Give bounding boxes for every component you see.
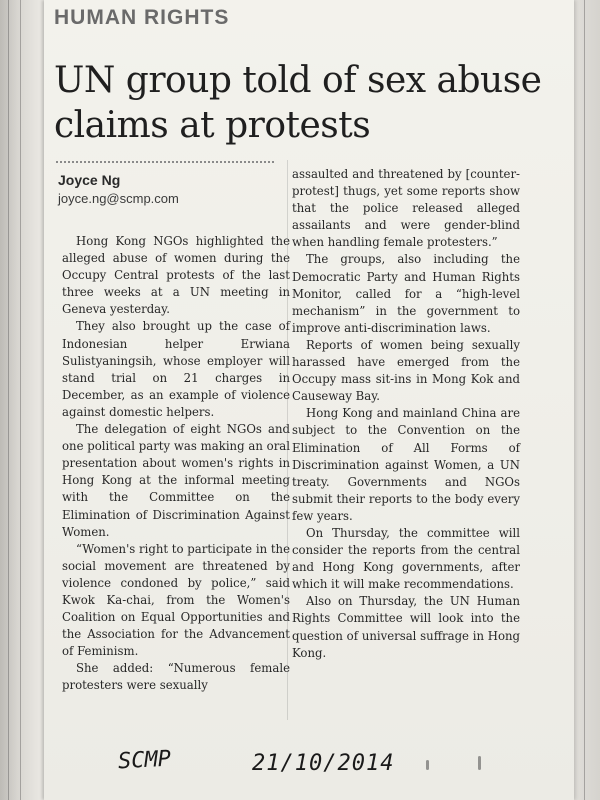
paragraph: Hong Kong and mainland China are subject to the Convention on the Elimination of All Forms of Discrimination against Women, a UN treaty. Governments and NGOs submit their reports to the body every few years.	[292, 406, 520, 523]
byline-divider	[56, 161, 274, 163]
article-column-2	[292, 166, 520, 662]
byline-author: Joyce Ng	[58, 172, 121, 188]
paragraph: Also on Thursday, the UN Human Rights Committee will look into the question of universal suffrage in Hong Kong.	[292, 594, 520, 660]
paragraph: “Women's right to participate in the social movement are threatened by violence condoned by police,” said Kwok Ka-chai, from the Women's Coalition on Equal Opportunities and the Association for the Advancement of Feminism.	[62, 541, 290, 659]
pen-mark	[478, 756, 481, 770]
paragraph: The delegation of eight NGOs and one political party was making an oral presentation about women's rights in Hong Kong at the informal meeting with the Committee on the Elimination of Discrimination Against Women.	[62, 422, 290, 539]
section-label: HUMAN RIGHTS	[54, 6, 230, 29]
paragraph-continuation: assaulted and threatened by [counter-protest] thugs, yet some reports show that the police released alleged assailants and were gender-blind when handling female protesters.”	[292, 167, 520, 250]
article-column-1	[62, 233, 290, 695]
paragraph: Hong Kong NGOs highlighted the alleged abuse of women during the Occupy Central protests of the last three weeks at a UN meeting in Geneva yesterday.	[62, 234, 290, 317]
background-edge-line	[584, 0, 585, 800]
handwritten-date-note: 21/10/2014	[252, 751, 395, 776]
background-edge-line	[20, 0, 21, 800]
paragraph: On Thursday, the committee will consider the reports from the central and Hong Kong governments, after which it will make recommendations.	[292, 525, 520, 592]
paragraph: Reports of women being sexually harassed have emerged from the Occupy mass sit-ins in Mong Kok and Causeway Bay.	[292, 337, 520, 404]
paragraph: She added: “Numerous female protesters were sexually	[62, 661, 290, 693]
newspaper-clipping	[44, 0, 574, 800]
headline: UN group told of sex abuse claims at protests	[54, 60, 542, 146]
byline-email: joyce.ng@scmp.com	[58, 191, 179, 206]
column-divider	[287, 160, 288, 720]
pen-mark	[426, 760, 429, 770]
paragraph: They also brought up the case of Indonesian helper Erwiana Sulistyaningsih, whose employer will stand trial on 21 charges in December, as an example of violence against domestic helpers.	[62, 319, 290, 419]
handwritten-source-note: SCMP	[117, 746, 172, 775]
paragraph: The groups, also including the Democratic Party and Human Rights Monitor, called for a “high-level mechanism” in the government to improve anti-discrimination laws.	[292, 252, 520, 335]
background-edge-line	[8, 0, 9, 800]
